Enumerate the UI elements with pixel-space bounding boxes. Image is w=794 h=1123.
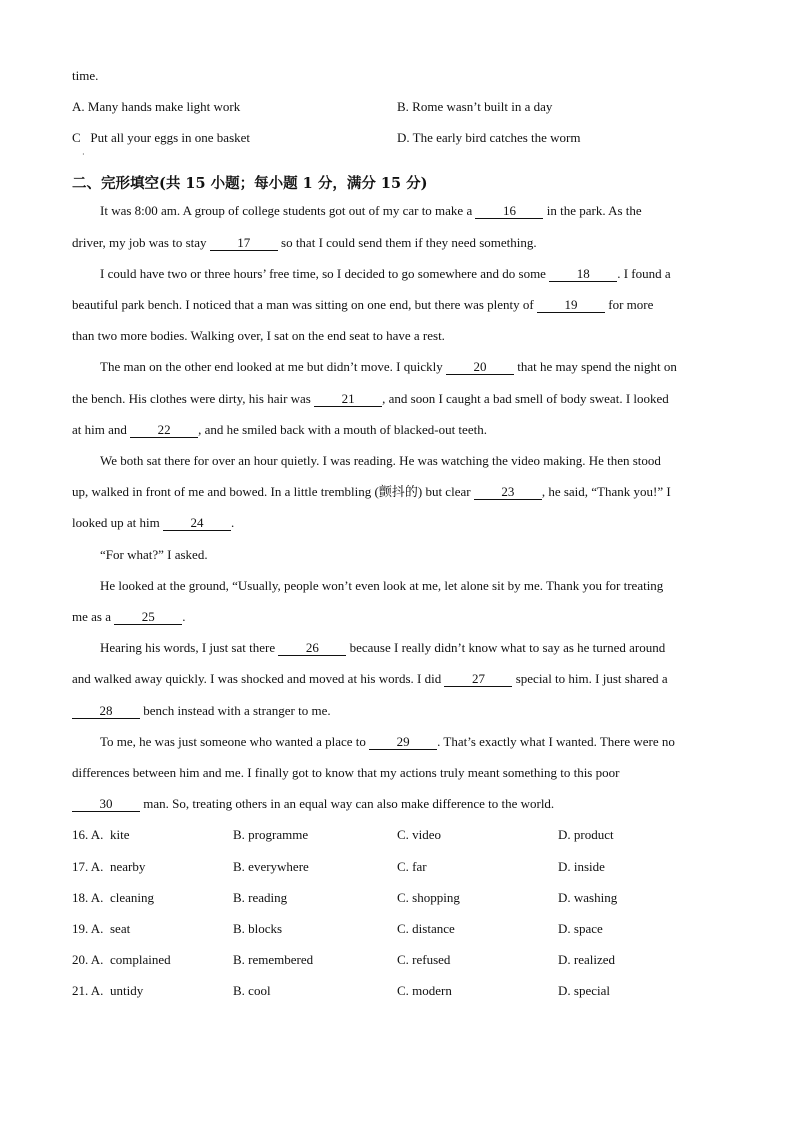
question-number: 21. A. (72, 983, 104, 998)
question-number: 17. A. (72, 859, 104, 874)
option-b: B. blocks (233, 921, 283, 936)
question-number: 20. A. (72, 952, 104, 967)
passage-line: I could have two or three hours’ free time, so I decided to go somewhere and do some 18 . I found a (100, 266, 671, 281)
answer-blank: 18 (549, 267, 617, 282)
option-d: D. product (558, 827, 614, 842)
passage-line: looked up at him 24 . (72, 515, 235, 530)
passage-line: To me, he was just someone who wanted a place to 29 . That’s exactly what I wanted. There were no (100, 734, 675, 749)
answer-blank: 23 (474, 485, 542, 500)
passage-line: 30 man. So, treating others in an equal way can also make difference to the world. (72, 796, 554, 812)
prev-option-d: D. The early bird catches the worm (397, 130, 581, 145)
option-c: C. shopping (397, 890, 460, 905)
answer-blank: 25 (114, 610, 182, 625)
question-number: 18. A. (72, 890, 104, 905)
passage-line: differences between him and me. I finally got to know that my actions truly meant something to this poor (72, 765, 620, 780)
option-a: complained (110, 952, 171, 967)
passage-line: We both sat there for over an hour quietly. I was reading. He was watching the video making. He then stood (100, 453, 661, 468)
option-c: C. distance (397, 921, 455, 936)
answer-blank: 17 (210, 236, 278, 251)
passage-line: 28 bench instead with a stranger to me. (72, 703, 331, 719)
prev-option-a: A. Many hands make light work (72, 99, 241, 114)
answer-blank: 28 (72, 704, 140, 719)
question-number: 19. A. (72, 921, 104, 936)
option-b: B. cool (233, 983, 271, 998)
passage-line: He looked at the ground, “Usually, people won’t even look at me, let alone sit by me. Thank you for treating (100, 578, 664, 593)
option-a: seat (110, 921, 131, 936)
answer-blank: 24 (163, 516, 231, 531)
prev-question-tail: time. (72, 68, 99, 83)
option-c: C. far (397, 859, 427, 874)
answer-blank: 19 (537, 298, 605, 313)
passage-line: It was 8:00 am. A group of college students got out of my car to make a 16 in the park. As the (100, 203, 642, 218)
option-a: nearby (110, 859, 146, 874)
answer-blank: 26 (278, 641, 346, 656)
option-a: kite (110, 827, 130, 842)
answer-blank: 27 (444, 672, 512, 687)
answer-blank: 21 (314, 392, 382, 407)
passage-line: up, walked in front of me and bowed. In a little trembling (颤抖的) but clear 23 , he said, “Thank you!” I (72, 484, 671, 499)
passage-line: than two more bodies. Walking over, I sat on the end seat to have a rest. (72, 328, 445, 343)
option-c: C. video (397, 827, 442, 842)
passage-line: “For what?” I asked. (100, 547, 208, 562)
option-a: cleaning (110, 890, 155, 905)
passage-line: the bench. His clothes were dirty, his hair was 21 , and soon I caught a bad smell of body sweat. I looked (72, 391, 669, 406)
answer-blank: 16 (475, 204, 543, 219)
passage-line: and walked away quickly. I was shocked and moved at his words. I did 27 special to him. I just shared a (72, 671, 668, 686)
option-d: D. realized (558, 952, 616, 967)
passage-line: The man on the other end looked at me but didn’t move. I quickly 20 that he may spend the night on (100, 359, 677, 374)
option-b: B. everywhere (233, 859, 309, 874)
answer-blank: 30 (72, 797, 140, 812)
option-c: C. refused (397, 952, 451, 967)
option-b: B. programme (233, 827, 309, 842)
option-d: D. washing (558, 890, 618, 905)
answer-blank: 29 (369, 735, 437, 750)
prev-option-b: B. Rome wasn’t built in a day (397, 99, 553, 114)
question-number: 16. A. (72, 827, 104, 842)
option-b: B. remembered (233, 952, 314, 967)
option-b: B. reading (233, 890, 288, 905)
passage-line: me as a 25 . (72, 609, 186, 624)
passage-line: beautiful park bench. I noticed that a man was sitting on one end, but there was plenty of 19 for more (72, 297, 654, 312)
prev-option-c: C Put all your eggs in one basket (72, 130, 251, 145)
answer-blank: 22 (130, 423, 198, 438)
passage-line: at him and 22 , and he smiled back with a mouth of blacked-out teeth. (72, 422, 487, 437)
stray-dot: · (82, 150, 85, 159)
answer-blank: 20 (446, 360, 514, 375)
option-c: C. modern (397, 983, 452, 998)
passage-line: Hearing his words, I just sat there 26 because I really didn’t know what to say as he turned around (100, 640, 666, 655)
option-a: untidy (110, 983, 144, 998)
option-d: D. special (558, 983, 610, 998)
option-d: D. inside (558, 859, 605, 874)
option-d: D. space (558, 921, 603, 936)
section-title: 二、完形填空(共 15 小题；每小题 1 分，满分 15 分) (72, 175, 428, 192)
passage-line: driver, my job was to stay 17 so that I could send them if they need something. (72, 235, 537, 250)
